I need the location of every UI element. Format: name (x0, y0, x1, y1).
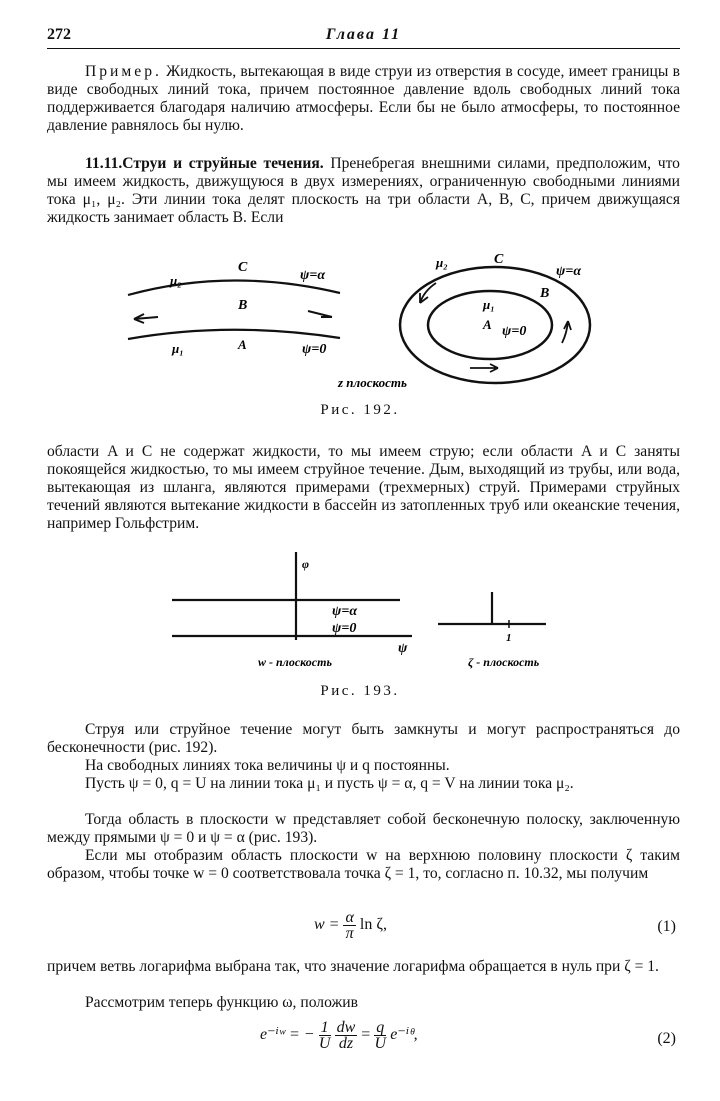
flow-arrow-right (562, 321, 571, 343)
flow-arrow-bottom (470, 364, 498, 372)
paragraph-let: Пусть ψ = 0, q = U на линии тока μ₁ и пусть ψ = α, q = V на линии тока μ₂. (85, 775, 574, 792)
paragraph-consider: Рассмотрим теперь функцию ω, положив (85, 994, 358, 1011)
psi-axis-label: ψ (398, 641, 408, 656)
label-c-right: C (494, 252, 504, 267)
label-mu2-right: μ₂ (436, 255, 448, 270)
paragraph-branch: причем ветвь логарифма выбрана так, что значение логарифма обращается в нуль при ζ = 1. (47, 958, 659, 975)
chapter-title: Глава 11 (325, 26, 402, 43)
label-mu1-right: μ₁ (483, 297, 495, 312)
label-b-right: B (540, 286, 550, 301)
label-b-left: B (238, 298, 248, 313)
streamline-mu1-left (128, 330, 340, 339)
figure-193-caption: Рис. 193. (320, 683, 400, 699)
paragraph-closed: Струя или струйное течение могут быть замкнуты и могут распространяться до бесконечности (рис. 192). (47, 721, 680, 756)
figure-192 (110, 245, 610, 395)
label-one: 1 (506, 632, 512, 644)
example-paragraph (47, 63, 680, 135)
label-a-right: A (483, 317, 492, 332)
label-psi-alpha-right: ψ=α (556, 264, 582, 279)
paragraph-psi-q: На свободных линиях тока величины ψ и q постоянны. (85, 757, 450, 774)
label-a-left: A (238, 337, 247, 352)
page-header (47, 26, 680, 49)
paragraph-jets: области A и C не содержат жидкости, то мы имеем струю; если области A и C заняты покоящейся жидкостью, то мы имеем струйное течение. Дым, выходящий из трубы, или вода, вытекающая из шланга, являются примерами (трехмерных) струй. Примерами струйных течений являются вытекание жидкости в бассейн из затопленных труб или океанские течения, например Гольфстрим. (47, 443, 680, 532)
flow-arrow-top (420, 283, 436, 303)
label-mu2-left: μ₂ (170, 273, 182, 288)
label-psi-zero-left: ψ=0 (302, 342, 327, 357)
flow-arrow-left-2 (308, 311, 332, 317)
section-paragraph (47, 155, 680, 227)
zeta-plane-label: ζ - плоскость (468, 655, 540, 669)
label-psi-zero-right: ψ=0 (502, 324, 527, 339)
z-plane-label: z плоскость (338, 375, 407, 390)
figure-193 (160, 548, 580, 678)
equation-2-number: (2) (657, 1030, 676, 1047)
label-mu1-left: μ₁ (172, 341, 184, 356)
equation-1: w = $\frac{\alpha}{\pi}$ ln ζ, (314, 909, 387, 942)
example-text: Жидкость, вытекающая в виде струи из отверстия в сосуде, имеет границы в виде свободных линий тока, причем постоянное давление вдоль свободных линий тока поддерживается благодаря наличию атмосферы. Если бы не было атмосферы, то постоянное давление равнялось бы нулю. (47, 63, 680, 134)
section-text: Пренебрегая внешними силами, предположим, что мы имеем жидкость, движущуюся в двух измерениях, ограниченную свободными линиями тока μ₁, μ₂. Эти линии тока делят плоскость на три области A, B, C, причем движущаяся жидкость занимает область B. Если (47, 155, 680, 226)
example-lead: Пример. (85, 63, 162, 80)
w-plane-label: w - плоскость (258, 655, 332, 669)
paragraph-strip: Тогда область в плоскости w представляет собой бесконечную полоску, заключенную между прямыми ψ = 0 и ψ = α (рис. 193). (47, 811, 680, 846)
section-heading: 11.11.Струи и струйные течения. (85, 155, 324, 172)
page-number: 272 (47, 26, 71, 43)
equation-1-number: (1) (657, 918, 676, 935)
label-psi-zero-w: ψ=0 (332, 621, 357, 636)
paragraph-map: Если мы отобразим область плоскости w на верхнюю половину плоскости ζ таким образом, чтобы точке w = 0 соответствовала точка ζ = 1, то, согласно п. 10.32, мы получим (47, 847, 680, 882)
label-psi-alpha-left: ψ=α (300, 268, 326, 283)
label-psi-alpha-w: ψ=α (332, 604, 358, 619)
equation-2: e⁻ⁱʷ = − $\frac{1}{U}$ $\frac{dw}{dz}$ = $\frac{q}{U}$ e⁻ⁱᶿ, (260, 1019, 418, 1052)
phi-label: φ (302, 557, 310, 571)
figure-192-caption: Рис. 192. (320, 402, 400, 418)
label-c-left: C (238, 260, 248, 275)
flow-arrow-left (134, 314, 158, 323)
